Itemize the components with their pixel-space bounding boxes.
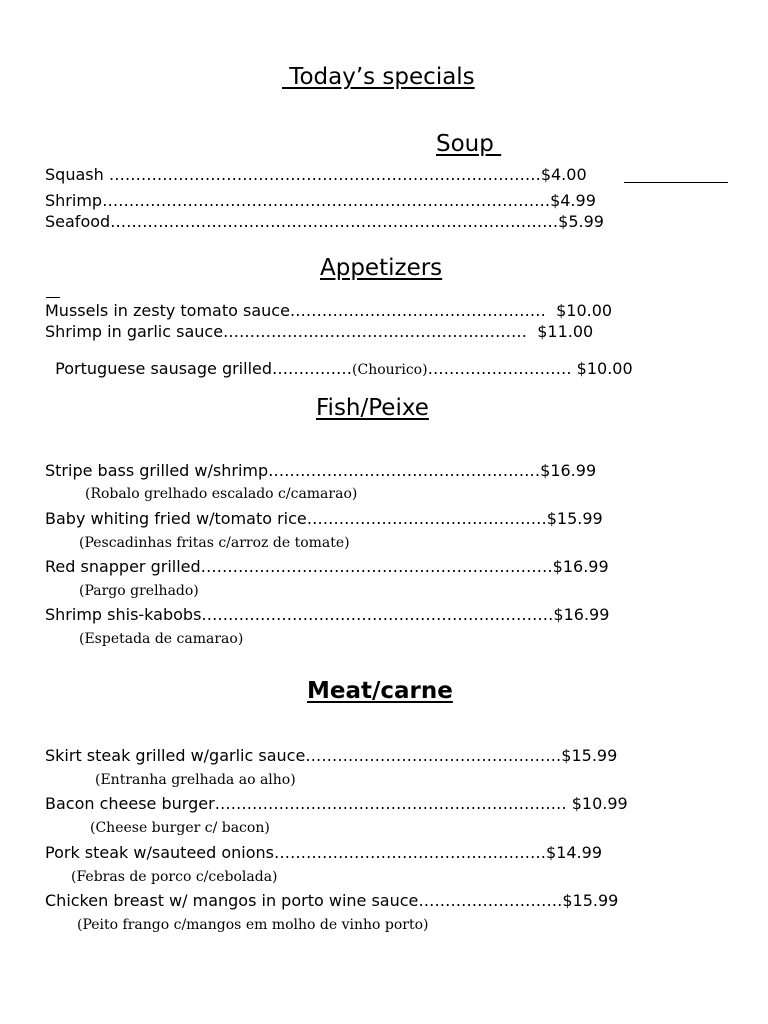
- menu-item-seafood: Seafood…………………………………………………………………………$5.99: [45, 212, 604, 231]
- menu-item-skirt-steak: Skirt steak grilled w/garlic sauce…………………………………………$15.99: [45, 746, 618, 765]
- fish-heading: Fish/Peixe: [316, 395, 429, 421]
- menu-item-squash: Squash ………………………………………………………………………$4.00: [45, 165, 587, 184]
- appetizers-heading: Appetizers: [320, 255, 443, 281]
- menu-item-shrimp-garlic: Shrimp in garlic sauce………………………………………………… $11.00: [45, 322, 594, 341]
- menu-item-sub: (Febras de porco c/cebolada): [71, 869, 278, 885]
- menu-item-shrimp-soup: Shrimp…………………………………………………………………………$4.99: [45, 191, 596, 210]
- menu-item-sub: (Espetada de camarao): [79, 631, 244, 647]
- stray-mark: [46, 297, 60, 298]
- menu-item-stripe-bass: Stripe bass grilled w/shrimp……………………………………………$16.99: [45, 461, 597, 480]
- menu-item-mussels: Mussels in zesty tomato sauce………………………………………… $10.00: [45, 301, 613, 320]
- sausage-price: ……………………… $10.00: [427, 359, 633, 378]
- menu-item-sub: (Cheese burger c/ bacon): [90, 820, 270, 836]
- menu-item-sausage: [45, 345, 633, 377]
- soup-heading: Soup: [436, 131, 502, 157]
- menu-item-sub: (Entranha grelhada ao alho): [95, 772, 296, 788]
- page-title: Today’s specials: [282, 64, 475, 90]
- menu-item-baby-whiting: Baby whiting fried w/tomato rice………………………………………$15.99: [45, 509, 603, 528]
- menu-item-chicken-breast: Chicken breast w/ mangos in porto wine sauce………………………$15.99: [45, 891, 619, 910]
- menu-item-sub: (Pescadinhas fritas c/arroz de tomate): [79, 535, 350, 551]
- menu-item-sub: (Pargo grelhado): [79, 583, 199, 599]
- sausage-name: Portuguese sausage grilled……………: [55, 359, 353, 378]
- meat-heading: Meat/carne: [307, 678, 453, 704]
- menu-item-shrimp-kabobs: Shrimp shis-kabobs…………………………………………………………$16.99: [45, 605, 610, 624]
- menu-item-pork-steak: Pork steak w/sauteed onions……………………………………………$14.99: [45, 843, 602, 862]
- menu-item-sub: (Robalo grelhado escalado c/camarao): [85, 486, 358, 502]
- menu-item-sub: (Peito frango c/mangos em molho de vinho porto): [77, 917, 429, 933]
- menu-item-red-snapper: Red snapper grilled…………………………………………………………$16.99: [45, 557, 609, 576]
- decorative-underline: [624, 182, 728, 183]
- menu-item-bacon-burger: Bacon cheese burger………………………………………………………… $10.99: [45, 794, 628, 813]
- sausage-note: (Chourico): [352, 362, 428, 378]
